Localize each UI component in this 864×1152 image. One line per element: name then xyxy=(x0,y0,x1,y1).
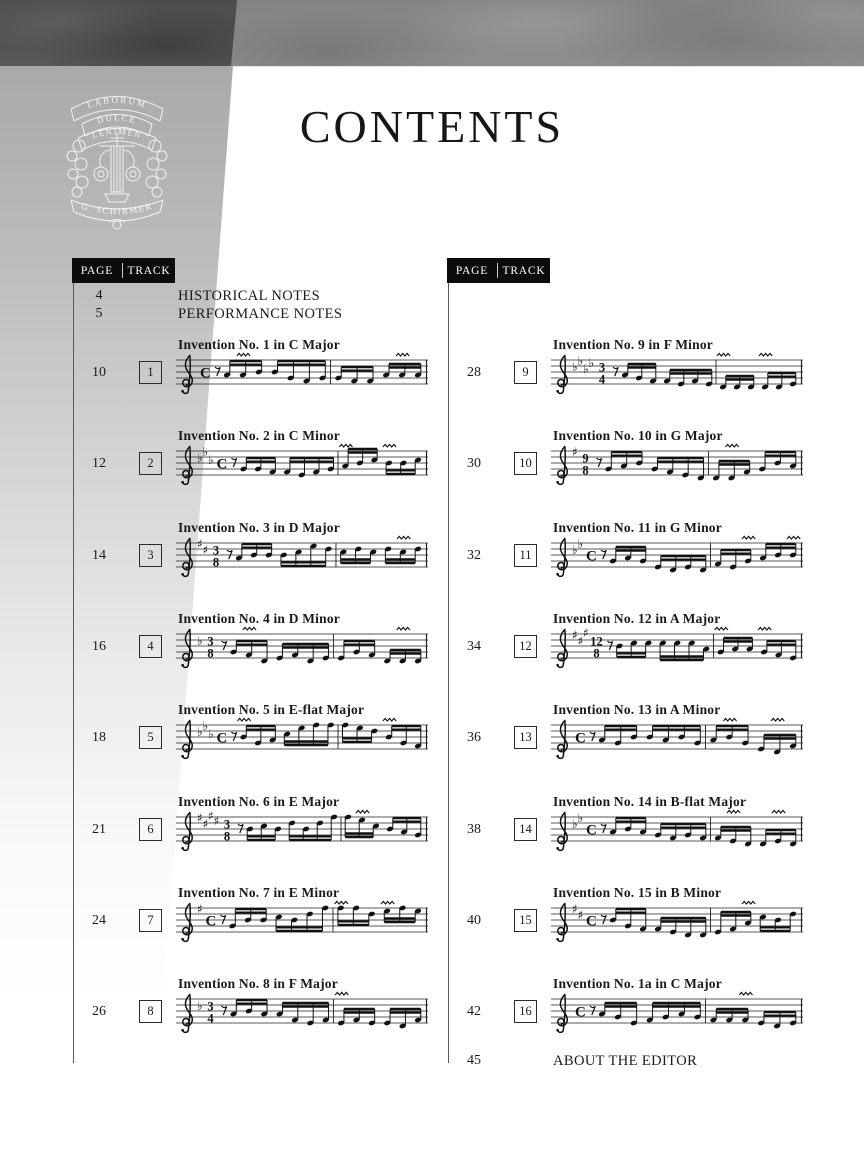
entry-title: Invention No. 1 in C Major xyxy=(178,337,340,352)
svg-text:4: 4 xyxy=(207,1011,214,1026)
entry-track-number: 14 xyxy=(519,822,532,836)
svg-text:♭: ♭ xyxy=(577,811,584,825)
entry-title: Invention No. 5 in E-flat Major xyxy=(178,702,365,717)
music-excerpt xyxy=(551,443,803,491)
svg-text:♭: ♭ xyxy=(583,362,589,376)
contents-entry xyxy=(72,611,457,683)
entry-page-number: 42 xyxy=(467,1004,481,1019)
entry-track-number: 2 xyxy=(147,456,154,470)
entry-page-number: 40 xyxy=(467,913,481,928)
svg-text:C: C xyxy=(586,548,597,565)
entry-title: Invention No. 7 in E Minor xyxy=(178,885,340,900)
svg-text:♭: ♭ xyxy=(208,453,214,467)
contents-entry xyxy=(72,794,457,866)
back-matter-page-number: 45 xyxy=(467,1053,481,1068)
svg-text:♯: ♯ xyxy=(202,543,209,557)
front-matter-page-number: 4 xyxy=(95,288,103,303)
contents-entry xyxy=(447,702,832,774)
svg-text:♭: ♭ xyxy=(202,445,209,459)
contents-entry xyxy=(447,885,832,957)
svg-text:♯: ♯ xyxy=(213,814,220,828)
svg-text:♯: ♯ xyxy=(577,908,584,922)
svg-text:12: 12 xyxy=(590,634,603,649)
svg-text:♯: ♯ xyxy=(583,626,589,640)
music-excerpt xyxy=(176,900,428,948)
svg-text:♯: ♯ xyxy=(197,902,203,916)
entry-track-box xyxy=(139,726,162,749)
entry-page-number: 16 xyxy=(92,639,106,654)
entry-title: Invention No. 8 in F Major xyxy=(178,976,338,991)
page-title: CONTENTS xyxy=(299,101,565,152)
contents-entry xyxy=(447,794,832,866)
entry-track-box xyxy=(514,1000,537,1023)
entry-track-number: 12 xyxy=(519,639,532,653)
entry-track-number: 15 xyxy=(519,913,532,927)
svg-text:♯: ♯ xyxy=(202,817,209,831)
svg-text:♭: ♭ xyxy=(572,817,578,831)
back-matter-row xyxy=(447,1053,832,1071)
entry-track-number: 7 xyxy=(147,913,154,927)
entry-track-box xyxy=(514,726,537,749)
entry-track-number: 4 xyxy=(147,639,154,653)
svg-text:C: C xyxy=(200,365,211,382)
entry-track-box xyxy=(139,544,162,567)
svg-text:C: C xyxy=(216,456,228,473)
svg-text:8: 8 xyxy=(593,646,600,661)
entry-title: Invention No. 13 in A Minor xyxy=(553,702,721,717)
page-column-label: PAGE xyxy=(80,264,114,277)
contents-entry xyxy=(72,337,457,409)
contents-entry xyxy=(72,885,457,957)
entry-track-number: 10 xyxy=(519,456,532,470)
entry-page-number: 10 xyxy=(92,365,106,380)
music-excerpt xyxy=(551,900,803,948)
entry-page-number: 32 xyxy=(467,548,481,563)
svg-text:♯: ♯ xyxy=(577,634,584,648)
entry-title: Invention No. 2 in C Minor xyxy=(178,428,340,443)
entry-track-box xyxy=(514,361,537,384)
entry-track-box xyxy=(139,1000,162,1023)
svg-text:C: C xyxy=(205,913,217,930)
entry-page-number: 38 xyxy=(467,822,481,837)
svg-text:♯: ♯ xyxy=(572,445,578,459)
contents-entry xyxy=(72,428,457,500)
logo-motto-line1: LABORUM xyxy=(85,94,149,111)
entry-track-box xyxy=(139,452,162,475)
entry-track-number: 1 xyxy=(147,365,154,379)
entry-page-number: 14 xyxy=(92,548,106,563)
entry-title: Invention No. 6 in E Major xyxy=(178,794,340,809)
svg-text:9: 9 xyxy=(582,451,589,466)
entry-track-number: 6 xyxy=(147,822,154,836)
entry-track-box xyxy=(514,635,537,658)
svg-text:3: 3 xyxy=(223,817,231,832)
header-cloud-band xyxy=(0,0,864,67)
entry-track-number: 13 xyxy=(519,730,532,744)
entry-title: Invention No. 3 in D Major xyxy=(178,520,340,535)
contents-entry xyxy=(72,702,457,774)
entry-track-number: 8 xyxy=(147,1004,154,1018)
entry-title: Invention No. 11 in G Minor xyxy=(553,520,722,535)
entry-track-box xyxy=(139,361,162,384)
svg-text:♭: ♭ xyxy=(202,719,209,733)
svg-text:♯: ♯ xyxy=(208,809,214,823)
page-track-header-right xyxy=(447,258,550,283)
entry-page-number: 18 xyxy=(92,730,106,745)
page-column-label: PAGE xyxy=(455,264,489,277)
music-excerpt xyxy=(176,535,428,583)
track-column-label: TRACK xyxy=(502,264,546,277)
entry-page-number: 28 xyxy=(467,365,481,380)
entry-title: Invention No. 12 in A Major xyxy=(553,611,721,626)
entry-title: Invention No. 1a in C Major xyxy=(553,976,722,991)
contents-entry xyxy=(447,611,832,683)
entry-track-number: 5 xyxy=(147,730,154,744)
music-excerpt xyxy=(176,991,428,1039)
svg-text:C: C xyxy=(586,913,597,930)
svg-text:8: 8 xyxy=(207,646,214,661)
svg-text:♭: ♭ xyxy=(197,634,203,648)
contents-entry xyxy=(72,976,457,1048)
entry-title: Invention No. 14 in B-flat Major xyxy=(553,794,747,809)
svg-text:C: C xyxy=(575,730,586,747)
svg-text:C: C xyxy=(586,822,597,839)
logo-motto-line3: LENIMEN xyxy=(90,126,144,141)
entry-track-box xyxy=(139,635,162,658)
svg-text:3: 3 xyxy=(207,634,214,649)
svg-text:♯: ♯ xyxy=(197,811,203,825)
contents-entry xyxy=(447,520,832,592)
front-matter-row xyxy=(72,306,457,324)
entry-page-number: 21 xyxy=(92,822,106,837)
entry-track-box xyxy=(514,544,537,567)
svg-text:♭: ♭ xyxy=(197,451,203,465)
music-excerpt xyxy=(551,809,803,857)
entry-track-number: 11 xyxy=(519,548,532,562)
svg-text:♭: ♭ xyxy=(197,725,203,739)
entry-title: Invention No. 4 in D Minor xyxy=(178,611,340,626)
front-matter-page-number: 5 xyxy=(95,306,103,321)
music-excerpt xyxy=(176,809,428,857)
svg-text:3: 3 xyxy=(207,999,214,1014)
entry-page-number: 26 xyxy=(92,1004,106,1019)
svg-text:♭: ♭ xyxy=(572,360,578,374)
music-excerpt xyxy=(551,626,803,674)
svg-text:♭: ♭ xyxy=(572,543,578,557)
music-excerpt xyxy=(176,717,428,765)
svg-text:♭: ♭ xyxy=(577,537,584,551)
logo-publisher-name: G. SCHIRMER xyxy=(80,200,154,217)
front-matter-row xyxy=(72,288,457,306)
entry-page-number: 36 xyxy=(467,730,481,745)
svg-text:G. SCHIRMER xyxy=(80,201,154,216)
svg-text:8: 8 xyxy=(212,555,220,570)
contents-entry xyxy=(447,337,832,409)
front-matter-label: HISTORICAL NOTES xyxy=(178,288,321,304)
svg-text:♭: ♭ xyxy=(197,999,203,1013)
entry-page-number: 24 xyxy=(92,913,106,928)
svg-text:3: 3 xyxy=(598,360,606,375)
svg-text:8: 8 xyxy=(582,463,589,478)
svg-text:♯: ♯ xyxy=(572,628,578,642)
entry-title: Invention No. 10 in G Major xyxy=(553,428,723,443)
music-excerpt xyxy=(176,352,428,400)
music-excerpt xyxy=(551,535,803,583)
svg-text:♭: ♭ xyxy=(577,354,584,368)
music-excerpt xyxy=(551,717,803,765)
music-excerpt xyxy=(176,626,428,674)
contents-entry xyxy=(72,520,457,592)
entry-title: Invention No. 9 in F Minor xyxy=(553,337,713,352)
entry-title: Invention No. 15 in B Minor xyxy=(553,885,722,900)
header-cloud-band-dark-wedge xyxy=(0,0,240,66)
front-matter-label: PERFORMANCE NOTES xyxy=(178,306,343,322)
contents-column-left xyxy=(72,258,457,1098)
svg-text:♭: ♭ xyxy=(208,727,214,741)
back-matter-label: ABOUT THE EDITOR xyxy=(553,1053,698,1069)
track-column-label: TRACK xyxy=(127,264,171,277)
entry-track-box xyxy=(139,818,162,841)
entry-page-number: 34 xyxy=(467,639,481,654)
svg-text:4: 4 xyxy=(598,372,606,387)
contents-entry xyxy=(447,976,832,1048)
svg-text:C: C xyxy=(216,730,228,747)
entry-track-box xyxy=(514,452,537,475)
entry-track-box xyxy=(514,909,537,932)
entry-track-box xyxy=(139,909,162,932)
entry-page-number: 30 xyxy=(467,456,481,471)
svg-text:♭: ♭ xyxy=(588,356,595,370)
svg-text:3: 3 xyxy=(212,543,220,558)
svg-text:♯: ♯ xyxy=(572,902,578,916)
svg-text:C: C xyxy=(575,1004,586,1021)
music-excerpt xyxy=(551,352,803,400)
contents-column-right xyxy=(447,258,832,1098)
entry-page-number: 12 xyxy=(92,456,106,471)
svg-text:♯: ♯ xyxy=(197,537,203,551)
logo-motto-line2: DULCE xyxy=(96,112,138,126)
entry-track-number: 9 xyxy=(522,365,529,379)
entry-track-number: 3 xyxy=(147,548,154,562)
music-excerpt xyxy=(551,991,803,1039)
entry-track-number: 16 xyxy=(519,1004,532,1018)
contents-entry xyxy=(447,428,832,500)
page-track-header-left xyxy=(72,258,175,283)
svg-text:8: 8 xyxy=(223,829,231,844)
music-excerpt xyxy=(176,443,428,491)
entry-track-box xyxy=(514,818,537,841)
